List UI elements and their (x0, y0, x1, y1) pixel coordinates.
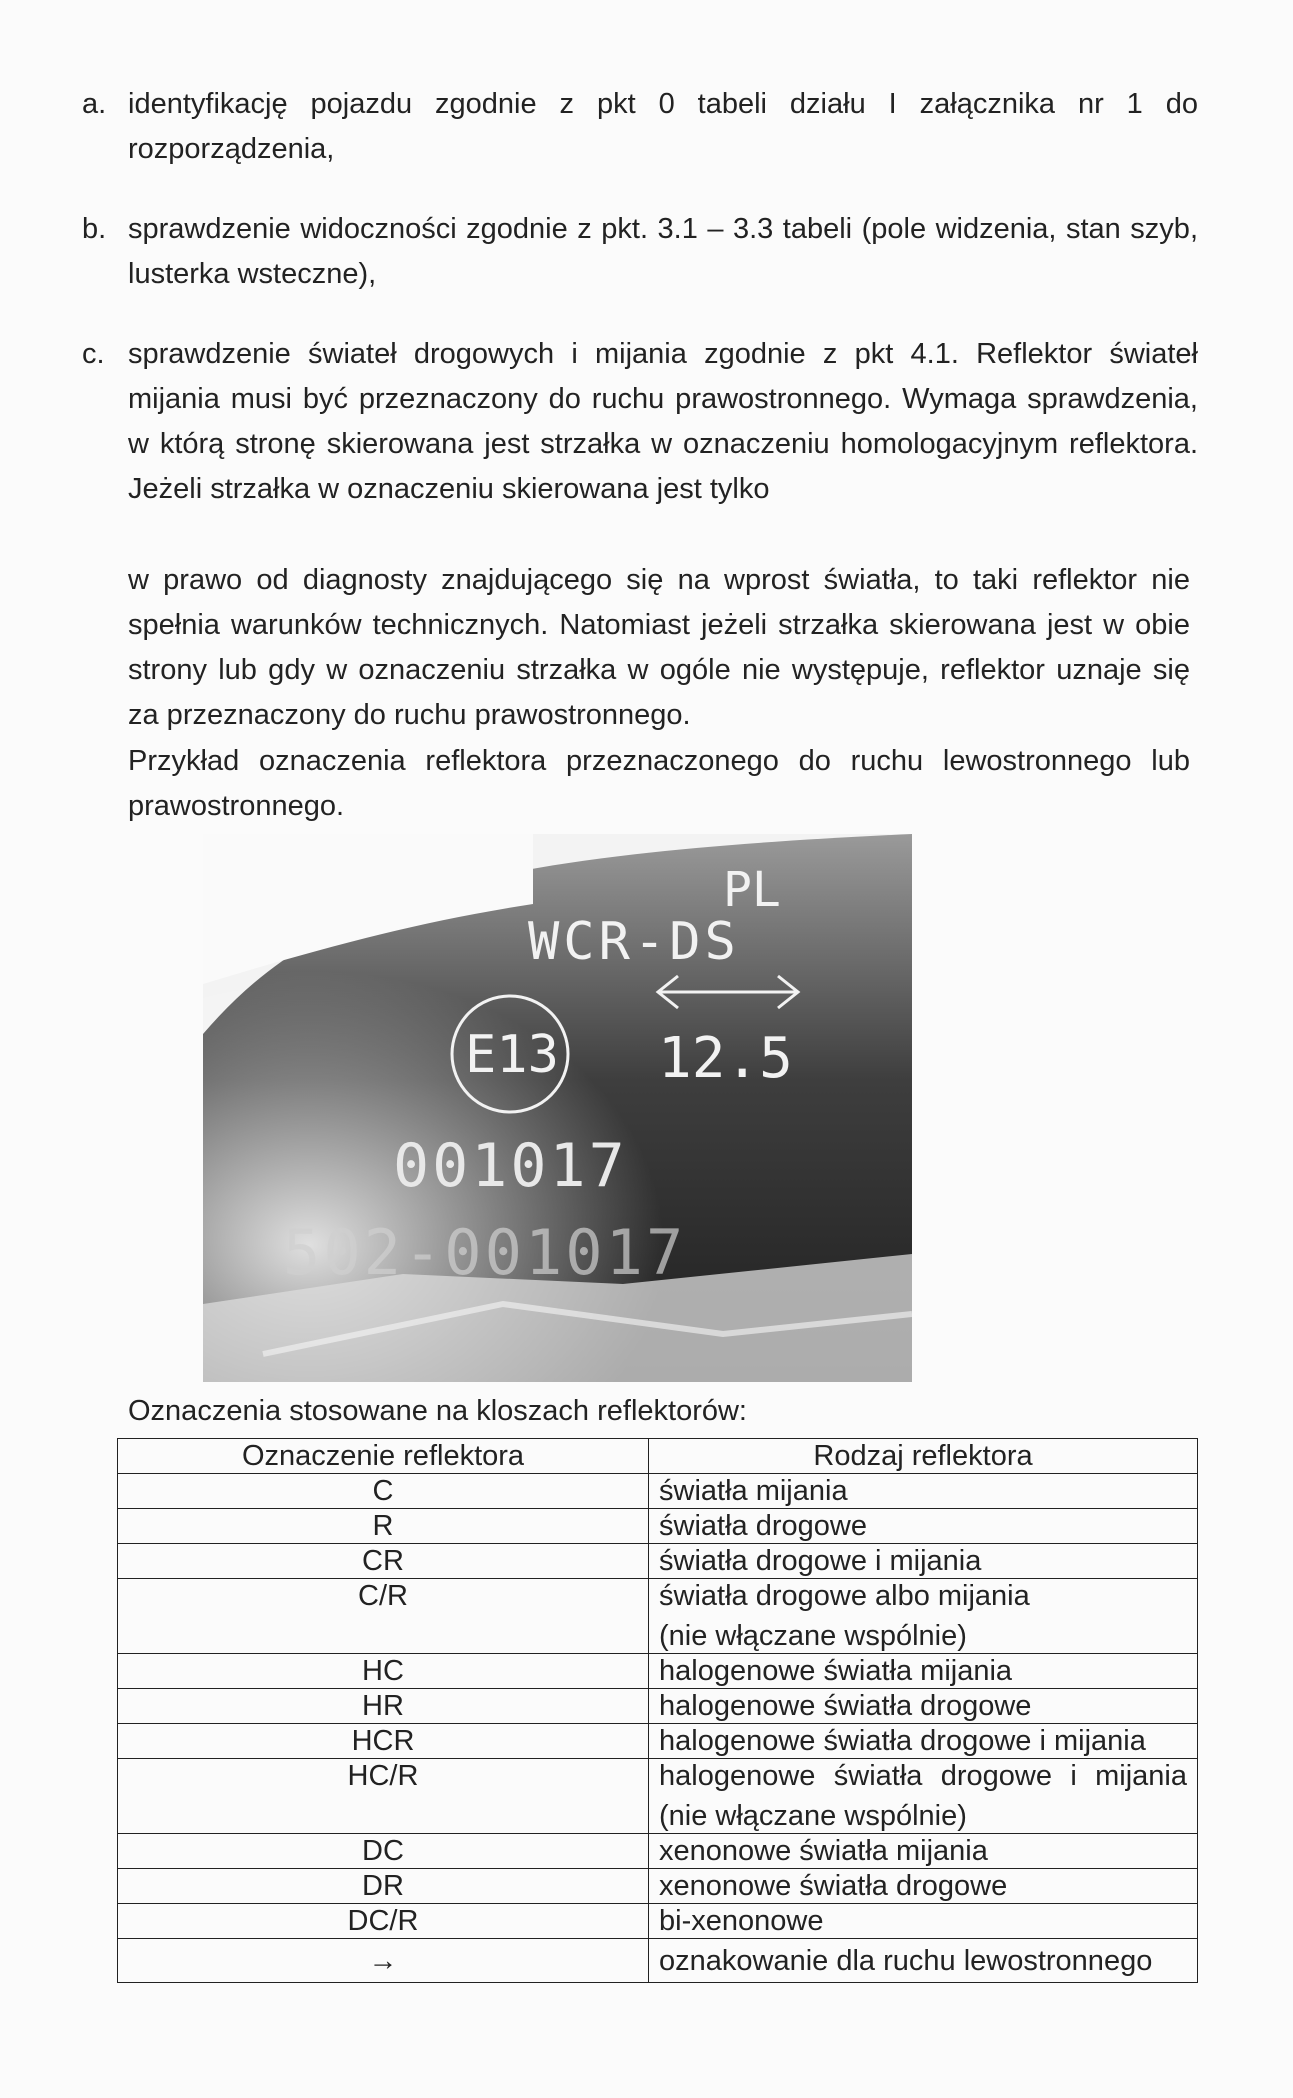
list-text: sprawdzenie świateł drogowych i mijania zgodnie z pkt 4.1. Reflektor świateł mijania musi być przeznaczony do ruchu prawostronnego. Wymaga sprawdzenia, w którą stronę skierowana jest strzałka w oznaczeniu homologacyjnym reflektora. Jeżeli strzałka w oznaczeniu skierowana jest tylko (128, 338, 1198, 505)
row-code: HC/R (118, 1759, 649, 1834)
marking-approval: E13 (465, 1025, 559, 1085)
table-header-row (118, 1439, 1198, 1474)
row-desc (649, 1579, 1198, 1654)
table-row (118, 1904, 1198, 1939)
row-desc-line2: (nie włączane wspólnie) (659, 1620, 967, 1652)
marking-number: 12.5 (658, 1026, 793, 1091)
row-desc: xenonowe światła mijania (649, 1834, 1198, 1869)
table-row (118, 1654, 1198, 1689)
row-desc: halogenowe światła drogowe (649, 1689, 1198, 1724)
row-code: HC (118, 1654, 649, 1689)
row-code: DR (118, 1869, 649, 1904)
row-desc: halogenowe światła drogowe i mijania (649, 1724, 1198, 1759)
row-desc: światła mijania (649, 1474, 1198, 1509)
row-desc: xenonowe światła drogowe (649, 1869, 1198, 1904)
list-letter: b. (82, 213, 107, 245)
row-code: DC (118, 1834, 649, 1869)
marking-line5: 502-001017 (283, 1216, 687, 1289)
list-text: sprawdzenie widoczności zgodnie z pkt. 3.1 – 3.3 tabeli (pole widzenia, stan szyb, lusterka wsteczne), (128, 213, 1198, 290)
row-code: HCR (118, 1724, 649, 1759)
row-code: DC/R (118, 1904, 649, 1939)
row-code: C (118, 1474, 649, 1509)
row-code: C/R (118, 1579, 649, 1654)
list-letter: a. (82, 88, 107, 120)
table-row (118, 1724, 1198, 1759)
table-row (118, 1509, 1198, 1544)
row-desc: światła drogowe (649, 1509, 1198, 1544)
headlamp-marks-table (117, 1438, 1198, 1983)
table-row (118, 1759, 1198, 1834)
marking-text-model: WCR-DS (528, 912, 740, 972)
row-desc (649, 1759, 1198, 1834)
row-desc-line2: (nie włączane wspólnie) (659, 1800, 967, 1832)
row-code-arrow-icon: → (118, 1939, 649, 1983)
continuation-paragraph: w prawo od diagnosty znajdującego się na wprost światła, to taki reflektor nie spełnia warunków technicznych. Natomiast jeżeli strzałka skierowana jest w obie strony lub gdy w oznaczeniu strzałka w ogóle nie występuje, reflektor uznaje się za przeznaczony do ruchu prawostronnego. (128, 564, 1190, 731)
row-desc: halogenowe światła mijania (649, 1654, 1198, 1689)
marking-line4: 001017 (393, 1131, 628, 1201)
table-row (118, 1689, 1198, 1724)
row-code: HR (118, 1689, 649, 1724)
column-header-code: Oznaczenie reflektora (118, 1439, 649, 1474)
table-caption: Oznaczenia stosowane na kloszach reflektorów: (128, 1395, 747, 1427)
table-row (118, 1474, 1198, 1509)
row-desc-line1: halogenowe światła drogowe i mijania (659, 1760, 1187, 1792)
row-code: R (118, 1509, 649, 1544)
table-row (118, 1939, 1198, 1983)
table-row (118, 1869, 1198, 1904)
example-intro: Przykład oznaczenia reflektora przeznaczonego do ruchu lewostronnego lub prawostronnego. (128, 745, 1190, 822)
column-header-type: Rodzaj reflektora (649, 1439, 1198, 1474)
list-text: identyfikację pojazdu zgodnie z pkt 0 tabeli działu I załącznika nr 1 do rozporządzenia, (128, 88, 1198, 165)
row-desc-line1: światła drogowe albo mijania (659, 1580, 1030, 1612)
row-desc: oznakowanie dla ruchu lewostronnego (649, 1939, 1198, 1983)
table-row (118, 1579, 1198, 1654)
row-code: CR (118, 1544, 649, 1579)
marking-text-pl: PL (723, 862, 781, 918)
headlamp-marking-photo (203, 834, 912, 1382)
list-letter: c. (82, 338, 105, 370)
row-desc: światła drogowe i mijania (649, 1544, 1198, 1579)
table-row (118, 1544, 1198, 1579)
row-desc: bi-xenonowe (649, 1904, 1198, 1939)
table-row (118, 1834, 1198, 1869)
